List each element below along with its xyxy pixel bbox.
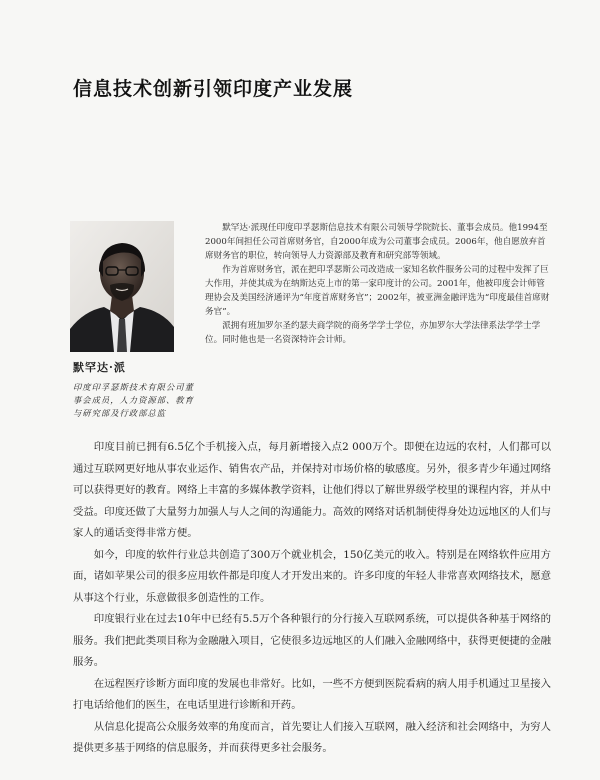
article-title: 信息技术创新引领印度产业发展 <box>73 78 354 100</box>
author-role: 印度印孚瑟斯技术有限公司董事会成员，人力资源部、教育与研究部及行政部总监 <box>73 382 194 418</box>
body-paragraph: 如今，印度的软件行业总共创造了300万个就业机会，150亿美元的收入。特别是在网络软件应用方面，诸如苹果公司的很多应用软件都是印度人才开发出来的。许多印度的年轻人非常喜欢网络技术，愿意从事这个行业，乐意做很多创造性的工作。 <box>73 548 551 604</box>
bio-paragraph: 作为首席财务官，派在把印孚瑟斯公司改造成一家知名软件服务公司的过程中发挥了巨大作用，并使其成为在纳斯达克上市的第一家印度计的公司。2001年，他被印度会计师管理协会及美国经济通评为“年度首席财务官”；2002年，被亚洲金融评选为“印度最佳首席财务官”。 <box>205 265 550 317</box>
portrait-photo-icon <box>70 221 174 352</box>
bio-paragraph: 默罕达·派现任印度印孚瑟斯信息技术有限公司领导学院院长、董事会成员。他1994至2000年间担任公司首席财务官，自2000年成为公司董事会成员。2006年，他自愿放弃首席财务官的职位，转向领导人力资源部及教育和研究部等领域。 <box>205 223 548 261</box>
author-bio <box>205 221 551 347</box>
body-paragraph: 在远程医疗诊断方面印度的发展也非常好。比如，一些不方便到医院看病的病人用手机通过卫星接入打电话给他们的医生，在电话里进行诊断和开药。 <box>73 677 551 711</box>
author-caption <box>73 359 203 420</box>
body-paragraph: 印度目前已拥有6.5亿个手机接入点，每月新增接入点2 000万个。即便在边远的农村，人们都可以通过互联网更好地从事农业运作、销售农产品，并保持对市场价格的敏感度。另外，很多青少年通过网络可以获得更好的教育。网络上丰富的多媒体教学资料，让他们得以了解世界级学校里的课程内容，并从中受益。印度还做了大量努力加强人与人之间的沟通能力。高效的网络对话机制使得身处边远地区的人们与家人的通话变得非常方便。 <box>73 441 551 539</box>
bio-paragraph: 派拥有班加罗尔圣约瑟夫商学院的商务学学士学位，亦加罗尔大学法律系法学学士学位。同时他也是一名资深特许会计师。 <box>205 321 541 345</box>
article-body <box>73 437 551 760</box>
body-paragraph: 从信息化提高公众服务效率的角度而言，首先要让人们接入互联网，融入经济和社会网络中，为穷人提供更多基于网络的信息服务，并而获得更多社会服务。 <box>73 720 551 754</box>
author-name: 默罕达·派 <box>73 361 126 374</box>
body-paragraph: 印度银行业在过去10年中已经有5.5万个各种银行的分行接入互联网系统，可以提供各种基于网络的服务。我们把此类项目称为金融融入项目，它使很多边远地区的人们融入金融网络中，获得更便捷的金融服务。 <box>73 613 551 668</box>
author-photo <box>70 221 174 352</box>
